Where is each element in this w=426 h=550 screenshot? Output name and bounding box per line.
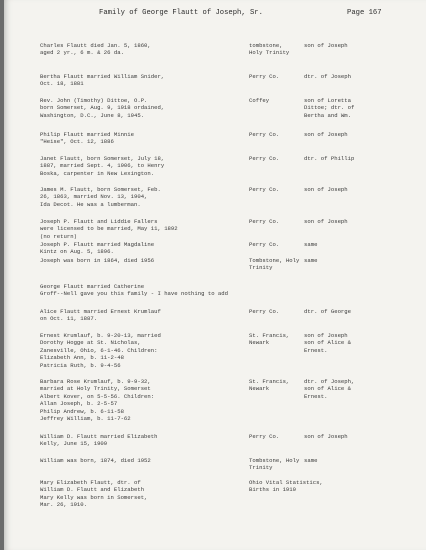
record-c1 — [40, 378, 240, 422]
record-text-line: tombstone, — [249, 42, 283, 49]
record-c1 — [40, 308, 240, 323]
record-text-line: Alice Flautt married Ernest Krumlauf — [40, 308, 161, 315]
record-c3 — [304, 378, 384, 400]
record-text-line: James M. Flautt, born Somerset, Feb. — [40, 186, 161, 193]
record-c1 — [40, 433, 240, 448]
record-text-line: on Oct. 11, 1887. — [40, 315, 98, 323]
record-text-line: son of Joseph — [304, 131, 348, 138]
record-text-line: Perry Co. — [249, 186, 280, 193]
record-c3 — [304, 308, 384, 315]
record-text-line: Joseph P. Flautt and Liddie Fallers — [40, 218, 158, 225]
record-text-line: Mary Kelly was born in Somerset, — [40, 493, 148, 501]
record-text-line: son of Joseph — [304, 433, 348, 440]
record-text-line: aged 2 yr., 6 m. & 26 da. — [40, 49, 124, 57]
record-text-line: Trinity — [249, 464, 273, 472]
record-text-line: Ernest. — [304, 346, 328, 354]
record-c1 — [40, 186, 240, 208]
record-c1 — [40, 97, 240, 119]
record-c3 — [304, 241, 384, 248]
record-text-line: Janet Flautt, born Somerset, July 18, — [40, 155, 165, 162]
record-c1 — [40, 218, 240, 240]
record-text-line: William was born, 1874, died 1952 — [40, 457, 151, 464]
record-text-line: William D. Flautt married Elizabeth — [40, 433, 158, 440]
record-text-line: Ohio Vital Statistics, — [249, 479, 323, 486]
record-text-line: Washington, D.C., June 8, 1945. — [40, 111, 145, 119]
record-text-line: Jeffrey William, b. 11-7-62 — [40, 415, 131, 423]
record-text-line: St. Francis, — [249, 378, 290, 385]
record-c3 — [304, 42, 384, 49]
record-text-line: Zanesville, Ohio, 6-1-46. Children: — [40, 346, 158, 354]
record-c1 — [40, 241, 240, 256]
record-c3 — [304, 97, 384, 119]
record-text-line: Coffey — [249, 97, 270, 104]
record-text-line: dtr. of Joseph — [304, 73, 351, 80]
page-header — [4, 9, 426, 23]
record-text-line: Charles Flautt died Jan. 5, 1860, — [40, 42, 151, 49]
record-text-line: Ernest Krumlauf, b. 9-20-13, married — [40, 332, 161, 339]
record-text-line: son of Loretta — [304, 97, 351, 104]
record-text-line: St. Francis, — [249, 332, 290, 339]
record-text-line: Perry Co. — [249, 308, 280, 315]
page-number: Page 167 — [347, 9, 382, 17]
record-text-line: Elizabeth Ann, b. 11-2-48 — [40, 354, 124, 362]
record-text-line: dtr. of Phillip — [304, 155, 355, 162]
record-text-line: Dorothy Hogge at St. Nicholas, — [40, 339, 141, 347]
record-c1 — [40, 73, 240, 88]
record-text-line: Perry Co. — [249, 131, 280, 138]
record-c3 — [304, 73, 384, 80]
record-text-line: 26, 1863, married Nov. 13, 1904, — [40, 193, 148, 201]
record-c1 — [40, 155, 240, 177]
record-text-line: Mary Elizabeth Flautt, dtr. of — [40, 479, 141, 486]
record-text-line: born Somerset, Aug. 9, 1918 ordained, — [40, 104, 165, 112]
record-c3 — [304, 155, 384, 162]
document-page — [4, 0, 426, 550]
record-text-line: Perry Co. — [249, 241, 280, 248]
record-text-line: Newark — [249, 385, 270, 393]
record-text-line: Ida Decot. He was a lumberman. — [40, 200, 141, 208]
record-text-line: Joseph P. Flautt married Magdaline — [40, 241, 155, 248]
record-c1 — [40, 332, 240, 369]
record-text-line: son of Alice & — [304, 385, 351, 393]
record-text-line: Trinity — [249, 264, 273, 272]
record-text-line: Rev. John (Timothy) Dittoe, O.P. — [40, 97, 148, 104]
record-text-line: Holy Trinity — [249, 49, 290, 57]
record-text-line: Boska, carpenter in New Lexington. — [40, 169, 155, 177]
family-note — [40, 283, 414, 298]
record-c3 — [304, 457, 384, 464]
record-c3 — [304, 131, 384, 138]
record-text-line: Perry Co. — [249, 155, 280, 162]
record-text-line: Perry Co. — [249, 73, 280, 80]
record-text-line: dtr. of George — [304, 308, 351, 315]
note-line: George Flautt married Catherine — [40, 283, 145, 290]
record-text-line: Kintz on Aug. 5, 1896. — [40, 248, 114, 256]
record-text-line: Mar. 26, 1910. — [40, 501, 87, 509]
record-text-line: 1887, married Sept. 4, 1906, to Henry — [40, 162, 165, 170]
record-c3 — [304, 332, 384, 354]
record-text-line: William D. Flautt and Elizabeth — [40, 486, 145, 494]
record-c3 — [304, 186, 384, 193]
record-text-line: were licensed to be married, May 11, 1892 — [40, 225, 178, 233]
record-c1 — [40, 479, 240, 509]
record-text-line: Philip Andrew, b. 6-11-58 — [40, 407, 124, 415]
record-text-line: Births in 1910 — [249, 486, 296, 494]
record-c2 — [249, 479, 327, 494]
record-text-line: Kelly, June 15, 1909 — [40, 440, 108, 448]
record-text-line: married at Holy Trinity, Somerset — [40, 385, 151, 393]
record-text-line: Perry Co. — [249, 433, 280, 440]
record-text-line: Allan Joseph, b. 2-5-57 — [40, 400, 118, 408]
record-text-line: Tombstone, Holy — [249, 457, 300, 464]
record-c1 — [40, 457, 240, 464]
record-text-line: Bertha Flautt married William Snider, — [40, 73, 165, 80]
record-text-line: Bertha and Wm. — [304, 111, 351, 119]
record-c3 — [304, 257, 384, 264]
record-text-line: Tombstone, Holy — [249, 257, 300, 264]
record-text-line: (no return) — [40, 232, 77, 240]
record-text-line: dtr. of Joseph, — [304, 378, 355, 385]
record-text-line: son of Joseph — [304, 332, 348, 339]
record-text-line: son of Joseph — [304, 42, 348, 49]
record-text-line: Albert Kover, on 5-5-56. Children: — [40, 392, 155, 400]
record-c3 — [304, 433, 384, 440]
record-text-line: same — [304, 457, 318, 464]
page-title: Family of George Flautt of Joseph, Sr. — [99, 9, 263, 17]
note-line: Groff--Nell gave you this family - I have nothing to add — [40, 290, 228, 298]
record-c1 — [40, 257, 240, 264]
record-text-line: son of Joseph — [304, 218, 348, 225]
record-text-line: Patricia Ruth, b. 9-4-56 — [40, 361, 121, 369]
record-text-line: same — [304, 257, 318, 264]
record-text-line: son of Joseph — [304, 186, 348, 193]
record-text-line: Barbara Rose Krumlauf, b. 9-9-32, — [40, 378, 151, 385]
record-c1 — [40, 42, 240, 57]
record-text-line: Ernest. — [304, 392, 328, 400]
record-text-line: Joseph was born in 1864, died 1956 — [40, 257, 155, 264]
record-text-line: "Heise", Oct. 12, 1886 — [40, 138, 114, 146]
record-c1 — [40, 131, 240, 146]
record-text-line: Dittoe; dtr. of — [304, 104, 355, 112]
record-text-line: Newark — [249, 339, 270, 347]
record-text-line: Philip Flautt married Minnie — [40, 131, 134, 138]
record-text-line: Oct. 18, 1881 — [40, 80, 84, 88]
record-text-line: same — [304, 241, 318, 248]
record-text-line: Perry Co. — [249, 218, 280, 225]
record-c3 — [304, 218, 384, 225]
record-text-line: son of Alice & — [304, 339, 351, 347]
